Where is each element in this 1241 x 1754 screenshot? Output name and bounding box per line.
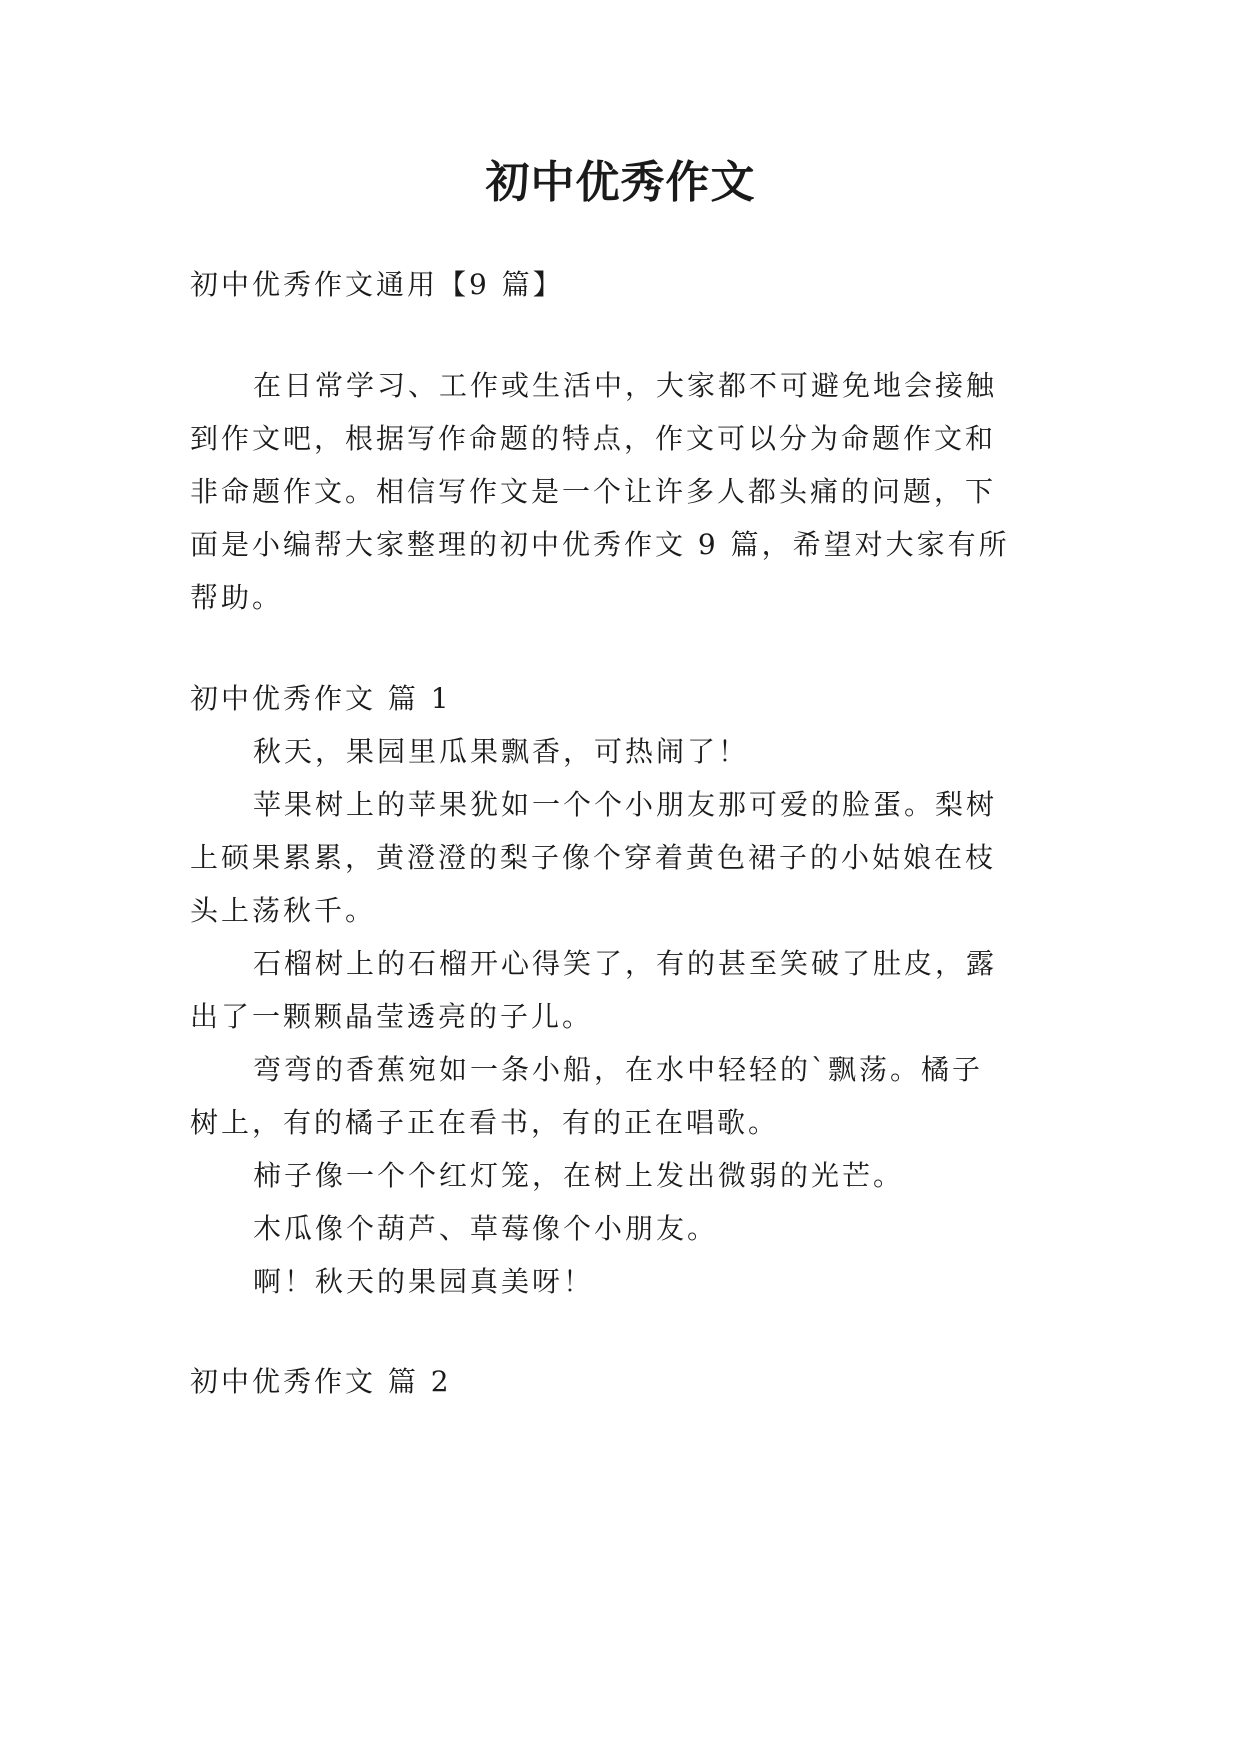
document-subtitle: 初中优秀作文通用【9 篇】 xyxy=(190,268,564,301)
essay-line: 木瓜像个葫芦、草莓像个小朋友。 xyxy=(253,1212,719,1245)
essay-line: 上硕果累累，黄澄澄的梨子像个穿着黄色裙子的小姑娘在枝 xyxy=(190,841,997,874)
essay-heading: 初中优秀作文 篇 2 xyxy=(190,1365,452,1398)
essay-line: 秋天，果园里瓜果飘香，可热闹了！ xyxy=(253,735,750,768)
document-title: 初中优秀作文 xyxy=(485,157,756,208)
essay-line: 树上，有的橘子正在看书，有的正在唱歌。 xyxy=(190,1106,780,1139)
essay-heading: 初中优秀作文 篇 1 xyxy=(190,682,452,715)
essay-line: 头上荡秋千。 xyxy=(190,894,377,927)
intro-line: 在日常学习、工作或生活中，大家都不可避免地会接触 xyxy=(253,369,998,402)
essay-line: 石榴树上的石榴开心得笑了，有的甚至笑破了肚皮，露 xyxy=(253,947,998,980)
intro-line: 到作文吧，根据写作命题的特点，作文可以分为命题作文和 xyxy=(190,422,997,455)
essay-line: 啊！秋天的果园真美呀！ xyxy=(253,1265,595,1298)
intro-line: 帮助。 xyxy=(190,581,284,614)
essay-line: 苹果树上的苹果犹如一个个小朋友那可爱的脸蛋。梨树 xyxy=(253,788,998,821)
intro-line: 非命题作文。相信写作文是一个让许多人都头痛的问题，下 xyxy=(190,475,997,508)
essay-line: 出了一颗颗晶莹透亮的子儿。 xyxy=(190,1000,594,1033)
intro-line: 面是小编帮大家整理的初中优秀作文 9 篇，希望对大家有所 xyxy=(190,528,1010,561)
essay-line: 弯弯的香蕉宛如一条小船，在水中轻轻的`飘荡。橘子 xyxy=(253,1053,984,1086)
essay-line: 柿子像一个个红灯笼，在树上发出微弱的光芒。 xyxy=(253,1159,905,1192)
